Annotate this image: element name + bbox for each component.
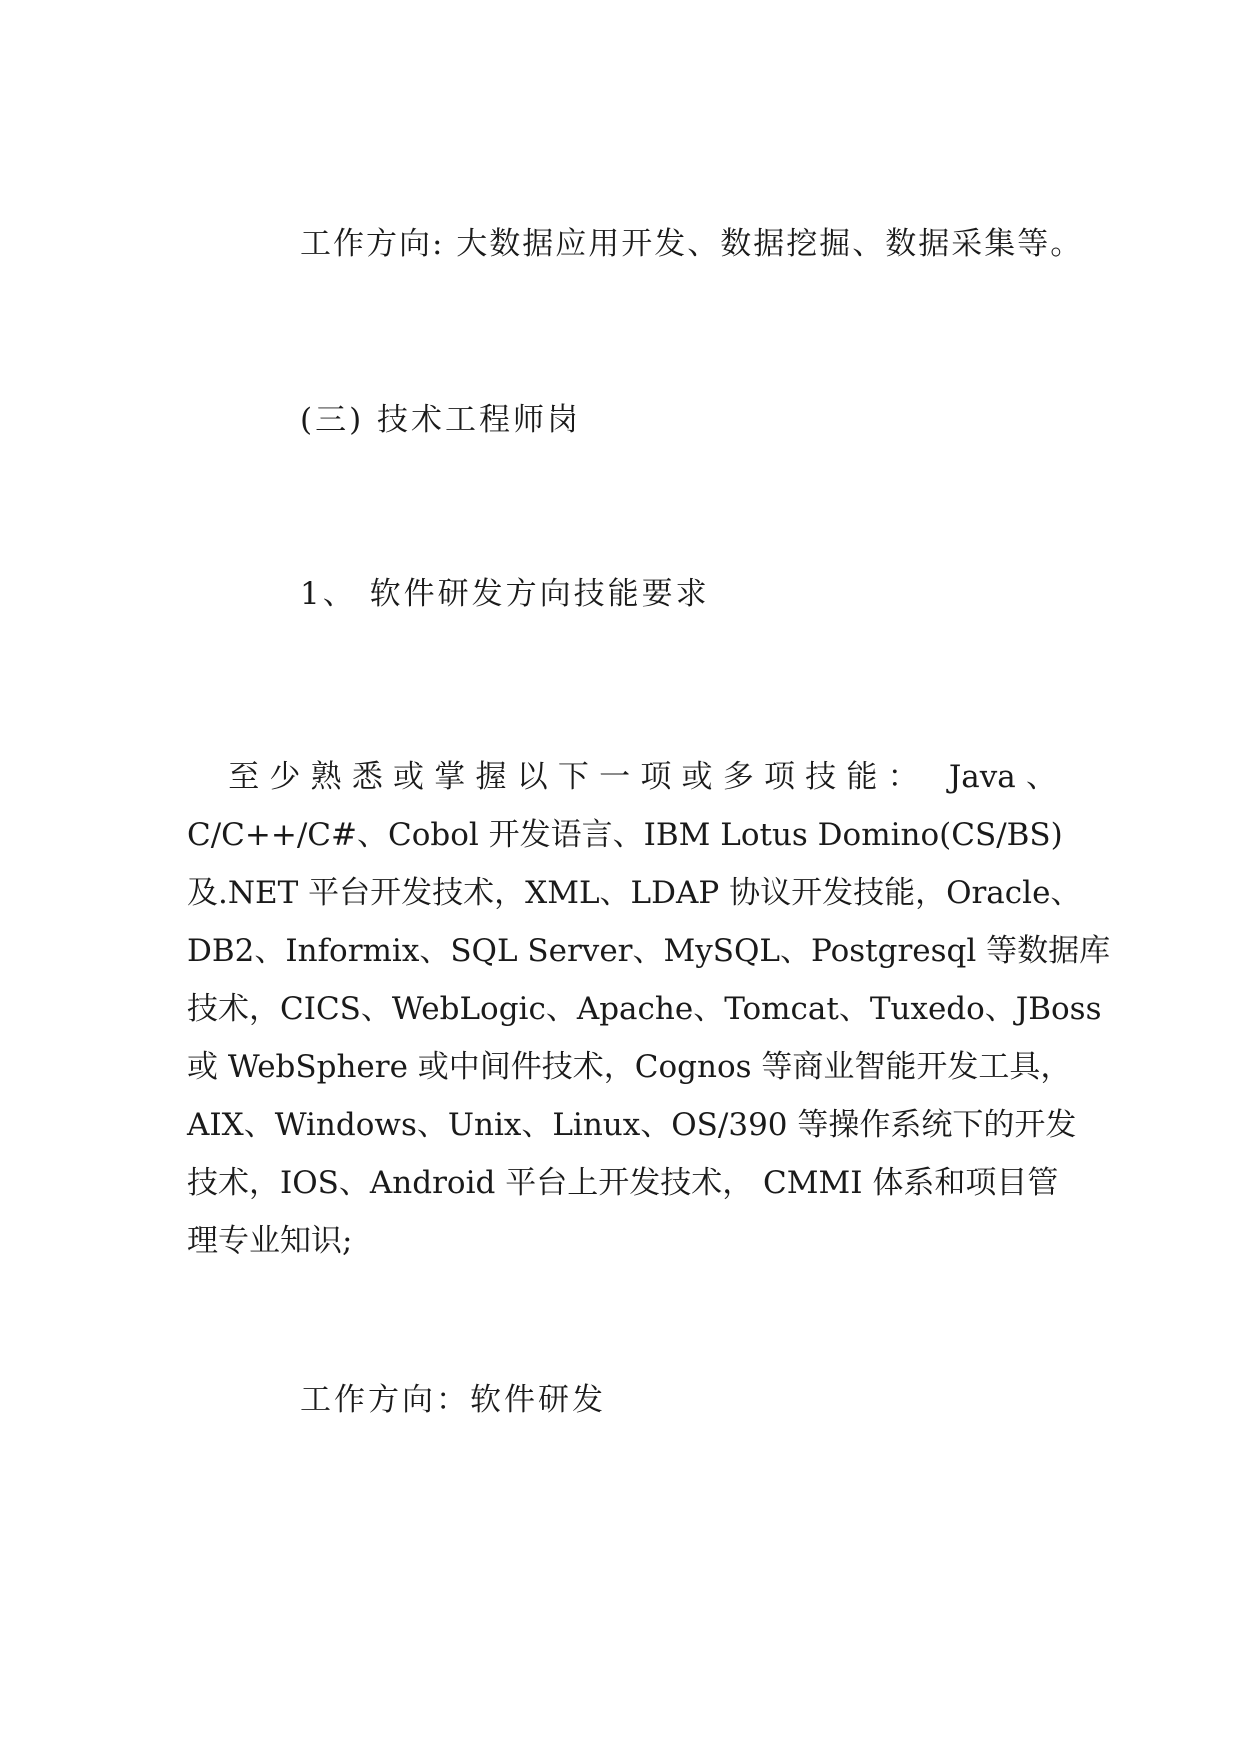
paragraph-line: 技术，CICS、WebLogic、Apache、Tomcat、Tuxedo、JBoss xyxy=(187,991,1102,1027)
paragraph-line: 技术，IOS、Android 平台上开发技术， CMMI 体系和项目管 xyxy=(187,1165,1059,1201)
section-heading: (三) 技术工程师岗 xyxy=(300,402,582,438)
paragraph-line: DB2、Informix、SQL Server、MySQL、Postgresql 等数据库 xyxy=(187,933,1111,969)
paragraph-line: AIX、Windows、Unix、Linux、OS/390 等操作系统下的开发 xyxy=(187,1107,1077,1143)
work-direction-data: 工作方向: 大数据应用开发、数据挖掘、数据采集等。 xyxy=(300,226,1084,262)
paragraph-line: 至少熟悉或掌握以下一项或多项技能： Java、 xyxy=(187,759,1057,795)
work-direction-software: 工作方向：软件研发 xyxy=(300,1382,606,1418)
subsection-heading: 1、 软件研发方向技能要求 xyxy=(300,576,710,612)
skills-paragraph xyxy=(187,748,1111,1270)
paragraph-line: 及.NET 平台开发技术，XML、LDAP 协议开发技能，Oracle、 xyxy=(187,875,1082,911)
paragraph-line: 或 WebSphere 或中间件技术，Cognos 等商业智能开发工具， xyxy=(187,1049,1072,1085)
paragraph-line: 理专业知识; xyxy=(187,1223,353,1259)
paragraph-line: C/C++/C#、Cobol 开发语言、IBM Lotus Domino(CS/BS) xyxy=(187,817,1063,853)
